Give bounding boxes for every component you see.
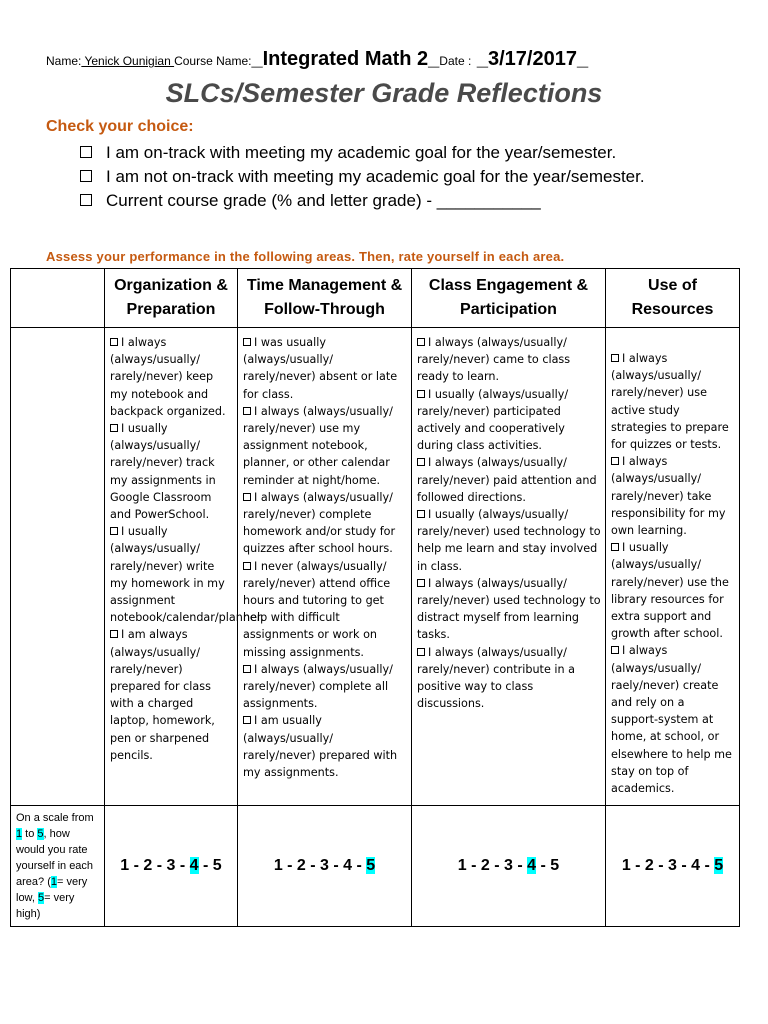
checkbox-icon[interactable] bbox=[417, 579, 425, 587]
rating-text: 1 - 2 - 3 - 4 - bbox=[273, 857, 367, 875]
statements-blank bbox=[11, 328, 105, 806]
rating-organization[interactable] bbox=[105, 806, 238, 927]
checkbox-icon[interactable] bbox=[110, 527, 118, 535]
rating-text: 1 - 2 - 3 - 4 - bbox=[621, 857, 715, 875]
statement-item[interactable] bbox=[611, 350, 735, 453]
statement-item[interactable] bbox=[417, 334, 601, 386]
header-use-of-resources: Use of Resources bbox=[606, 269, 740, 328]
checkbox-icon[interactable] bbox=[243, 407, 251, 415]
rating-use-of-resources[interactable] bbox=[606, 806, 740, 927]
header-blank bbox=[11, 269, 105, 328]
statement-text: I always (always/usually/ rarely/never) paid attention and followed directions. bbox=[417, 456, 597, 504]
scale-question bbox=[11, 806, 105, 927]
header-class-engagement: Class Engagement & Participation bbox=[412, 269, 606, 328]
checkbox-icon[interactable] bbox=[243, 665, 251, 673]
checkbox-icon[interactable] bbox=[417, 648, 425, 656]
statement-item[interactable] bbox=[243, 403, 407, 489]
checkbox-icon[interactable] bbox=[611, 543, 619, 551]
date-value: _3/17/2017_ bbox=[471, 48, 589, 70]
choice-not-on-track[interactable] bbox=[78, 165, 738, 189]
statement-text: I always (always/usually/ rarely/never) use my assignment notebook, planner, or other calendar reminder at night/home. bbox=[243, 404, 393, 487]
date-label: Date : bbox=[439, 54, 472, 68]
checkbox-icon[interactable] bbox=[417, 458, 425, 466]
scale-text: On a scale from bbox=[16, 812, 94, 825]
rating-selected[interactable]: 4 bbox=[189, 857, 199, 875]
header-line bbox=[46, 48, 588, 71]
checkbox-icon[interactable] bbox=[417, 510, 425, 518]
name-label: Name: bbox=[46, 54, 82, 68]
statement-text: I was usually (always/usually/ rarely/never) absent or late for class. bbox=[243, 336, 398, 401]
header-time-management: Time Management & Follow-Through bbox=[238, 269, 412, 328]
rating-class-engagement[interactable] bbox=[412, 806, 606, 927]
rating-text: 1 - 2 - 3 - bbox=[120, 857, 190, 875]
choice-label: I am not on-track with meeting my academic goal for the year/semester. bbox=[106, 167, 645, 186]
statement-text: I am always (always/usually/ rarely/never) prepared for class with a charged laptop, homework, pen or sharpened pencils. bbox=[110, 628, 215, 762]
header-row bbox=[11, 269, 740, 328]
checkbox-icon[interactable] bbox=[80, 170, 92, 182]
course-value: _Integrated Math 2_ bbox=[251, 48, 440, 70]
rating-selected[interactable]: 5 bbox=[366, 857, 376, 875]
course-label: Course Name: bbox=[174, 54, 252, 68]
statement-text: I always (always/usually/ rarely/never) keep my notebook and backpack organized. bbox=[110, 336, 226, 418]
scale-high-highlight: 5 bbox=[37, 828, 44, 841]
rating-text: - 5 bbox=[536, 857, 560, 875]
checkbox-icon[interactable] bbox=[110, 424, 118, 432]
rating-selected[interactable]: 4 bbox=[527, 857, 537, 875]
class-engagement-cell bbox=[412, 328, 606, 806]
statement-item[interactable] bbox=[611, 642, 735, 797]
checkbox-icon[interactable] bbox=[243, 562, 251, 570]
statement-text: I always (always/usually/ rarely/never) used technology to distract myself from learning tasks. bbox=[417, 576, 601, 642]
statement-item[interactable] bbox=[243, 489, 407, 558]
statement-text: I usually (always/usually/ rarely/never) use the library resources for extra support and growth after school. bbox=[611, 541, 729, 641]
statement-text: I always (always/usually/ rarely/never) complete all assignments. bbox=[243, 662, 393, 711]
statement-text: I always (always/usually/ rarely/never) use active study strategies to prepare for quizzes or tests. bbox=[611, 352, 729, 452]
assess-instruction: Assess your performance in the following areas. Then, rate yourself in each area. bbox=[46, 249, 565, 264]
scale-text: to bbox=[22, 828, 38, 841]
statement-text: I usually (always/usually/ rarely/never) participated actively and cooperatively during class activities. bbox=[417, 387, 569, 453]
header-organization: Organization & Preparation bbox=[105, 269, 238, 328]
checkbox-icon[interactable] bbox=[243, 716, 251, 724]
check-heading: Check your choice: bbox=[46, 118, 194, 135]
scale-text: = very high) bbox=[16, 892, 75, 921]
scale-high-highlight: 5 bbox=[38, 892, 45, 905]
statement-item[interactable] bbox=[110, 523, 264, 626]
rating-selected[interactable]: 5 bbox=[714, 857, 724, 875]
statement-text: I always (always/usually/ rarely/never) complete homework and/or study for quizzes after school hours. bbox=[243, 490, 396, 556]
time-management-cell bbox=[238, 328, 412, 806]
checkbox-icon[interactable] bbox=[417, 338, 425, 346]
checkbox-icon[interactable] bbox=[417, 390, 425, 398]
checkbox-icon[interactable] bbox=[611, 354, 619, 362]
statement-item[interactable] bbox=[611, 539, 735, 642]
choice-on-track[interactable] bbox=[78, 141, 738, 165]
checkbox-icon[interactable] bbox=[80, 146, 92, 158]
statement-item[interactable] bbox=[243, 334, 407, 403]
choice-label: I am on-track with meeting my academic goal for the year/semester. bbox=[106, 143, 617, 162]
name-value: Yenick Ounigian bbox=[81, 54, 175, 68]
checkbox-icon[interactable] bbox=[110, 338, 118, 346]
statement-text: I always (always/usually/ rarely/never) contribute in a positive way to class discussions. bbox=[417, 645, 575, 711]
statement-item[interactable] bbox=[243, 558, 407, 661]
use-of-resources-cell bbox=[606, 328, 740, 806]
statement-item[interactable] bbox=[110, 420, 233, 523]
statement-item[interactable] bbox=[417, 506, 601, 575]
checkbox-icon[interactable] bbox=[243, 338, 251, 346]
statement-item[interactable] bbox=[417, 386, 601, 455]
scale-text: = very low, bbox=[16, 876, 88, 905]
scale-text: , how would you rate yourself in each area? ( bbox=[16, 828, 94, 889]
page-title: SLCs/Semester Grade Reflections bbox=[165, 78, 603, 108]
checkbox-icon[interactable] bbox=[611, 646, 619, 654]
statement-item[interactable] bbox=[243, 712, 407, 781]
choice-current-grade[interactable] bbox=[78, 189, 738, 213]
choice-label: Current course grade (% and letter grade) - ___________ bbox=[106, 191, 541, 210]
organization-cell bbox=[105, 328, 264, 806]
statement-item[interactable] bbox=[110, 334, 233, 420]
rating-row bbox=[11, 806, 740, 927]
statement-item[interactable] bbox=[417, 644, 601, 713]
statement-text: I am usually (always/usually/ rarely/never) prepared with my assignments. bbox=[243, 714, 398, 780]
checkbox-icon[interactable] bbox=[611, 457, 619, 465]
statement-text: I always (always/usually/ rarely/never) came to class ready to learn. bbox=[417, 336, 571, 384]
rating-time-management[interactable] bbox=[238, 806, 412, 927]
statement-text: I usually (always/usually/ rarely/never) write my homework in my assignment notebook/calendar/planner. bbox=[110, 525, 264, 625]
statement-item[interactable] bbox=[110, 626, 233, 764]
scale-low-highlight: 1 bbox=[50, 876, 57, 889]
checkbox-icon[interactable] bbox=[110, 630, 118, 638]
statement-text: I always (always/usually/ raely/never) create and rely on a support-system at home, at school, or elsewhere to help me stay on top of academics. bbox=[611, 644, 732, 796]
statement-item[interactable] bbox=[611, 453, 735, 539]
statement-item[interactable] bbox=[243, 661, 407, 713]
statement-text: I never (always/usually/ rarely/never) attend office hours and tutoring to get help with difficult assignments or work on missing assignments. bbox=[243, 559, 391, 659]
checkbox-icon[interactable] bbox=[243, 493, 251, 501]
rating-text: 1 - 2 - 3 - bbox=[457, 857, 528, 875]
reflection-table bbox=[10, 268, 740, 927]
statement-text: I always (always/usually/ rarely/never) take responsibility for my own learning. bbox=[611, 455, 726, 538]
statement-text: I usually (always/usually/ rarely/never) used technology to help me learn and stay involved in class. bbox=[417, 508, 601, 573]
choice-list bbox=[78, 141, 738, 213]
statement-item[interactable] bbox=[417, 575, 601, 644]
statement-text: I usually (always/usually/ rarely/never) track my assignments in Google Classroom and PowerSchool. bbox=[110, 422, 216, 522]
scale-low-highlight: 1 bbox=[16, 828, 23, 841]
statement-item[interactable] bbox=[417, 454, 601, 506]
statements-row bbox=[11, 328, 740, 806]
checkbox-icon[interactable] bbox=[80, 194, 92, 206]
rating-text: - 5 bbox=[198, 857, 222, 875]
